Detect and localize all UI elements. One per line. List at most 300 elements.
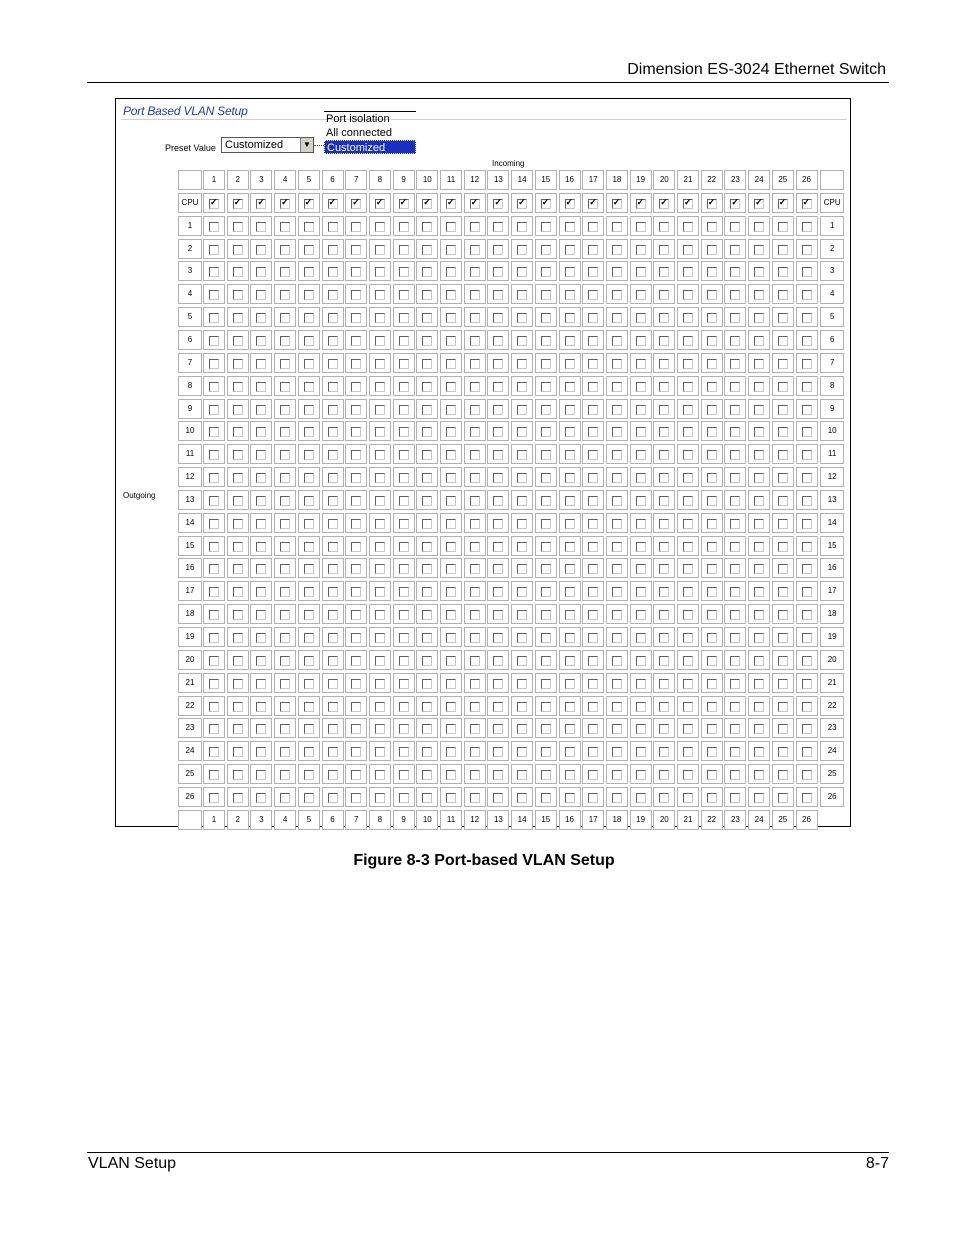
vlan-checkbox[interactable] — [659, 359, 669, 369]
vlan-checkbox[interactable] — [233, 450, 243, 460]
vlan-checkbox[interactable] — [612, 245, 622, 255]
vlan-checkbox[interactable] — [493, 587, 503, 597]
vlan-checkbox[interactable] — [636, 496, 646, 506]
vlan-checkbox[interactable] — [707, 519, 717, 529]
vlan-checkbox[interactable] — [351, 450, 361, 460]
vlan-checkbox[interactable] — [565, 724, 575, 734]
vlan-checkbox[interactable] — [375, 747, 385, 757]
vlan-checkbox[interactable] — [707, 267, 717, 277]
vlan-checkbox[interactable] — [730, 793, 740, 803]
vlan-checkbox[interactable] — [280, 382, 290, 392]
vlan-checkbox[interactable] — [328, 610, 338, 620]
vlan-checkbox[interactable] — [399, 747, 409, 757]
vlan-checkbox[interactable] — [233, 679, 243, 689]
vlan-checkbox[interactable] — [209, 245, 219, 255]
vlan-checkbox[interactable] — [754, 793, 764, 803]
vlan-checkbox[interactable] — [778, 724, 788, 734]
vlan-checkbox[interactable] — [375, 633, 385, 643]
vlan-checkbox[interactable] — [730, 747, 740, 757]
vlan-checkbox[interactable] — [233, 496, 243, 506]
vlan-checkbox[interactable] — [399, 610, 409, 620]
vlan-checkbox[interactable] — [256, 747, 266, 757]
vlan-checkbox[interactable] — [470, 359, 480, 369]
vlan-checkbox[interactable] — [351, 770, 361, 780]
vlan-checkbox[interactable] — [446, 633, 456, 643]
vlan-checkbox[interactable] — [659, 427, 669, 437]
vlan-checkbox[interactable] — [659, 450, 669, 460]
vlan-checkbox[interactable] — [280, 496, 290, 506]
vlan-checkbox[interactable] — [541, 747, 551, 757]
vlan-checkbox[interactable] — [209, 724, 219, 734]
vlan-checkbox[interactable] — [707, 245, 717, 255]
vlan-checkbox[interactable] — [375, 290, 385, 300]
vlan-checkbox[interactable] — [233, 610, 243, 620]
vlan-checkbox[interactable] — [778, 222, 788, 232]
vlan-checkbox[interactable] — [683, 382, 693, 392]
vlan-checkbox[interactable] — [588, 222, 598, 232]
vlan-checkbox[interactable] — [707, 359, 717, 369]
vlan-checkbox[interactable] — [683, 473, 693, 483]
vlan-checkbox[interactable] — [280, 656, 290, 666]
vlan-checkbox[interactable] — [541, 222, 551, 232]
vlan-checkbox[interactable] — [588, 427, 598, 437]
vlan-checkbox[interactable] — [588, 196, 598, 209]
vlan-checkbox[interactable] — [422, 290, 432, 300]
vlan-checkbox[interactable] — [328, 633, 338, 643]
vlan-checkbox[interactable] — [446, 336, 456, 346]
vlan-checkbox[interactable] — [707, 473, 717, 483]
vlan-checkbox[interactable] — [541, 473, 551, 483]
vlan-checkbox[interactable] — [565, 564, 575, 574]
vlan-checkbox[interactable] — [470, 564, 480, 574]
vlan-checkbox[interactable] — [233, 542, 243, 552]
vlan-checkbox[interactable] — [588, 793, 598, 803]
vlan-checkbox[interactable] — [375, 587, 385, 597]
vlan-checkbox[interactable] — [707, 747, 717, 757]
vlan-checkbox[interactable] — [588, 610, 598, 620]
vlan-checkbox[interactable] — [683, 222, 693, 232]
vlan-checkbox[interactable] — [304, 313, 314, 323]
vlan-checkbox[interactable] — [375, 610, 385, 620]
vlan-checkbox[interactable] — [517, 450, 527, 460]
vlan-checkbox[interactable] — [351, 679, 361, 689]
vlan-checkbox[interactable] — [541, 770, 551, 780]
vlan-checkbox[interactable] — [802, 290, 812, 300]
vlan-checkbox[interactable] — [588, 473, 598, 483]
preset-value-select[interactable] — [221, 137, 314, 153]
vlan-checkbox[interactable] — [446, 564, 456, 574]
vlan-checkbox[interactable] — [399, 587, 409, 597]
vlan-checkbox[interactable] — [517, 382, 527, 392]
vlan-checkbox[interactable] — [328, 359, 338, 369]
vlan-checkbox[interactable] — [541, 679, 551, 689]
vlan-checkbox[interactable] — [470, 222, 480, 232]
vlan-checkbox[interactable] — [399, 267, 409, 277]
vlan-checkbox[interactable] — [707, 450, 717, 460]
vlan-checkbox[interactable] — [375, 724, 385, 734]
vlan-checkbox[interactable] — [707, 196, 717, 209]
vlan-checkbox[interactable] — [659, 564, 669, 574]
vlan-checkbox[interactable] — [280, 473, 290, 483]
vlan-checkbox[interactable] — [351, 196, 361, 209]
vlan-checkbox[interactable] — [375, 496, 385, 506]
vlan-checkbox[interactable] — [730, 336, 740, 346]
vlan-checkbox[interactable] — [730, 313, 740, 323]
vlan-checkbox[interactable] — [233, 724, 243, 734]
vlan-checkbox[interactable] — [233, 656, 243, 666]
vlan-checkbox[interactable] — [612, 427, 622, 437]
vlan-checkbox[interactable] — [256, 473, 266, 483]
vlan-checkbox[interactable] — [209, 770, 219, 780]
vlan-checkbox[interactable] — [375, 564, 385, 574]
vlan-checkbox[interactable] — [422, 267, 432, 277]
vlan-checkbox[interactable] — [659, 473, 669, 483]
vlan-checkbox[interactable] — [659, 633, 669, 643]
vlan-checkbox[interactable] — [636, 450, 646, 460]
vlan-checkbox[interactable] — [541, 793, 551, 803]
vlan-checkbox[interactable] — [256, 519, 266, 529]
vlan-checkbox[interactable] — [470, 473, 480, 483]
vlan-checkbox[interactable] — [470, 313, 480, 323]
vlan-checkbox[interactable] — [730, 702, 740, 712]
vlan-checkbox[interactable] — [399, 656, 409, 666]
vlan-checkbox[interactable] — [659, 656, 669, 666]
vlan-checkbox[interactable] — [351, 656, 361, 666]
vlan-checkbox[interactable] — [351, 587, 361, 597]
vlan-checkbox[interactable] — [778, 747, 788, 757]
vlan-checkbox[interactable] — [328, 564, 338, 574]
vlan-checkbox[interactable] — [422, 382, 432, 392]
vlan-checkbox[interactable] — [493, 313, 503, 323]
vlan-checkbox[interactable] — [256, 245, 266, 255]
vlan-checkbox[interactable] — [280, 222, 290, 232]
vlan-checkbox[interactable] — [802, 473, 812, 483]
vlan-checkbox[interactable] — [659, 747, 669, 757]
vlan-checkbox[interactable] — [778, 496, 788, 506]
vlan-checkbox[interactable] — [636, 290, 646, 300]
vlan-checkbox[interactable] — [659, 196, 669, 209]
vlan-checkbox[interactable] — [399, 724, 409, 734]
vlan-checkbox[interactable] — [612, 724, 622, 734]
vlan-checkbox[interactable] — [588, 245, 598, 255]
vlan-checkbox[interactable] — [493, 793, 503, 803]
vlan-checkbox[interactable] — [612, 519, 622, 529]
vlan-checkbox[interactable] — [541, 496, 551, 506]
vlan-checkbox[interactable] — [636, 405, 646, 415]
vlan-checkbox[interactable] — [754, 610, 764, 620]
vlan-checkbox[interactable] — [233, 473, 243, 483]
vlan-checkbox[interactable] — [422, 587, 432, 597]
vlan-checkbox[interactable] — [517, 656, 527, 666]
vlan-checkbox[interactable] — [493, 473, 503, 483]
vlan-checkbox[interactable] — [730, 656, 740, 666]
vlan-checkbox[interactable] — [730, 382, 740, 392]
vlan-checkbox[interactable] — [446, 724, 456, 734]
vlan-checkbox[interactable] — [470, 747, 480, 757]
vlan-checkbox[interactable] — [778, 656, 788, 666]
vlan-checkbox[interactable] — [493, 564, 503, 574]
vlan-checkbox[interactable] — [802, 245, 812, 255]
vlan-checkbox[interactable] — [754, 496, 764, 506]
vlan-checkbox[interactable] — [304, 747, 314, 757]
vlan-checkbox[interactable] — [778, 196, 788, 209]
vlan-checkbox[interactable] — [351, 610, 361, 620]
vlan-checkbox[interactable] — [422, 656, 432, 666]
vlan-checkbox[interactable] — [209, 564, 219, 574]
vlan-checkbox[interactable] — [659, 587, 669, 597]
vlan-checkbox[interactable] — [446, 405, 456, 415]
vlan-checkbox[interactable] — [233, 313, 243, 323]
vlan-checkbox[interactable] — [517, 564, 527, 574]
vlan-checkbox[interactable] — [422, 496, 432, 506]
vlan-checkbox[interactable] — [351, 245, 361, 255]
vlan-checkbox[interactable] — [328, 656, 338, 666]
vlan-checkbox[interactable] — [517, 359, 527, 369]
vlan-checkbox[interactable] — [802, 405, 812, 415]
vlan-checkbox[interactable] — [588, 290, 598, 300]
vlan-checkbox[interactable] — [730, 196, 740, 209]
vlan-checkbox[interactable] — [493, 770, 503, 780]
vlan-checkbox[interactable] — [683, 587, 693, 597]
vlan-checkbox[interactable] — [280, 564, 290, 574]
vlan-checkbox[interactable] — [280, 290, 290, 300]
vlan-checkbox[interactable] — [659, 793, 669, 803]
vlan-checkbox[interactable] — [233, 747, 243, 757]
vlan-checkbox[interactable] — [233, 427, 243, 437]
vlan-checkbox[interactable] — [517, 702, 527, 712]
vlan-checkbox[interactable] — [588, 405, 598, 415]
vlan-checkbox[interactable] — [588, 519, 598, 529]
vlan-checkbox[interactable] — [683, 747, 693, 757]
vlan-checkbox[interactable] — [256, 793, 266, 803]
vlan-checkbox[interactable] — [375, 245, 385, 255]
vlan-checkbox[interactable] — [304, 519, 314, 529]
vlan-checkbox[interactable] — [493, 679, 503, 689]
vlan-checkbox[interactable] — [256, 564, 266, 574]
vlan-checkbox[interactable] — [233, 793, 243, 803]
vlan-checkbox[interactable] — [683, 564, 693, 574]
vlan-checkbox[interactable] — [446, 702, 456, 712]
vlan-checkbox[interactable] — [707, 587, 717, 597]
vlan-checkbox[interactable] — [659, 336, 669, 346]
preset-option[interactable]: All connected — [326, 127, 393, 139]
vlan-checkbox[interactable] — [304, 359, 314, 369]
vlan-checkbox[interactable] — [778, 564, 788, 574]
vlan-checkbox[interactable] — [565, 382, 575, 392]
vlan-checkbox[interactable] — [612, 679, 622, 689]
vlan-checkbox[interactable] — [754, 245, 764, 255]
vlan-checkbox[interactable] — [636, 702, 646, 712]
vlan-checkbox[interactable] — [659, 542, 669, 552]
vlan-checkbox[interactable] — [304, 679, 314, 689]
vlan-checkbox[interactable] — [754, 405, 764, 415]
vlan-checkbox[interactable] — [375, 542, 385, 552]
vlan-checkbox[interactable] — [328, 427, 338, 437]
vlan-checkbox[interactable] — [470, 702, 480, 712]
vlan-checkbox[interactable] — [612, 336, 622, 346]
vlan-checkbox[interactable] — [280, 336, 290, 346]
vlan-checkbox[interactable] — [707, 770, 717, 780]
vlan-checkbox[interactable] — [683, 313, 693, 323]
vlan-checkbox[interactable] — [328, 245, 338, 255]
vlan-checkbox[interactable] — [399, 313, 409, 323]
vlan-checkbox[interactable] — [493, 427, 503, 437]
vlan-checkbox[interactable] — [754, 336, 764, 346]
vlan-checkbox[interactable] — [802, 724, 812, 734]
vlan-checkbox[interactable] — [233, 336, 243, 346]
vlan-checkbox[interactable] — [209, 222, 219, 232]
vlan-checkbox[interactable] — [541, 633, 551, 643]
vlan-checkbox[interactable] — [802, 450, 812, 460]
vlan-checkbox[interactable] — [209, 427, 219, 437]
vlan-checkbox[interactable] — [446, 656, 456, 666]
vlan-checkbox[interactable] — [636, 587, 646, 597]
vlan-checkbox[interactable] — [256, 427, 266, 437]
vlan-checkbox[interactable] — [778, 702, 788, 712]
vlan-checkbox[interactable] — [422, 633, 432, 643]
vlan-checkbox[interactable] — [446, 473, 456, 483]
vlan-checkbox[interactable] — [422, 542, 432, 552]
vlan-checkbox[interactable] — [636, 793, 646, 803]
vlan-checkbox[interactable] — [565, 770, 575, 780]
vlan-checkbox[interactable] — [659, 267, 669, 277]
vlan-checkbox[interactable] — [328, 336, 338, 346]
vlan-checkbox[interactable] — [636, 359, 646, 369]
vlan-checkbox[interactable] — [399, 290, 409, 300]
vlan-checkbox[interactable] — [588, 450, 598, 460]
vlan-checkbox[interactable] — [375, 656, 385, 666]
vlan-checkbox[interactable] — [233, 519, 243, 529]
vlan-checkbox[interactable] — [517, 793, 527, 803]
vlan-checkbox[interactable] — [422, 313, 432, 323]
vlan-checkbox[interactable] — [304, 245, 314, 255]
vlan-checkbox[interactable] — [802, 336, 812, 346]
vlan-checkbox[interactable] — [730, 633, 740, 643]
vlan-checkbox[interactable] — [517, 473, 527, 483]
vlan-checkbox[interactable] — [565, 405, 575, 415]
vlan-checkbox[interactable] — [280, 633, 290, 643]
vlan-checkbox[interactable] — [541, 336, 551, 346]
vlan-checkbox[interactable] — [588, 564, 598, 574]
vlan-checkbox[interactable] — [446, 245, 456, 255]
vlan-checkbox[interactable] — [280, 679, 290, 689]
vlan-checkbox[interactable] — [470, 679, 480, 689]
vlan-checkbox[interactable] — [256, 542, 266, 552]
vlan-checkbox[interactable] — [422, 519, 432, 529]
vlan-checkbox[interactable] — [351, 427, 361, 437]
vlan-checkbox[interactable] — [280, 405, 290, 415]
vlan-checkbox[interactable] — [683, 359, 693, 369]
vlan-checkbox[interactable] — [446, 770, 456, 780]
vlan-checkbox[interactable] — [541, 245, 551, 255]
vlan-checkbox[interactable] — [636, 724, 646, 734]
vlan-checkbox[interactable] — [659, 770, 669, 780]
vlan-checkbox[interactable] — [422, 770, 432, 780]
vlan-checkbox[interactable] — [659, 382, 669, 392]
vlan-checkbox[interactable] — [328, 290, 338, 300]
vlan-checkbox[interactable] — [233, 405, 243, 415]
vlan-checkbox[interactable] — [304, 405, 314, 415]
vlan-checkbox[interactable] — [422, 405, 432, 415]
vlan-checkbox[interactable] — [446, 267, 456, 277]
vlan-checkbox[interactable] — [209, 587, 219, 597]
vlan-checkbox[interactable] — [730, 450, 740, 460]
vlan-checkbox[interactable] — [422, 427, 432, 437]
vlan-checkbox[interactable] — [612, 656, 622, 666]
vlan-checkbox[interactable] — [280, 267, 290, 277]
vlan-checkbox[interactable] — [754, 290, 764, 300]
vlan-checkbox[interactable] — [802, 427, 812, 437]
vlan-checkbox[interactable] — [209, 542, 219, 552]
vlan-checkbox[interactable] — [422, 196, 432, 209]
vlan-checkbox[interactable] — [730, 427, 740, 437]
vlan-checkbox[interactable] — [446, 542, 456, 552]
vlan-checkbox[interactable] — [754, 587, 764, 597]
vlan-checkbox[interactable] — [328, 267, 338, 277]
vlan-checkbox[interactable] — [470, 724, 480, 734]
vlan-checkbox[interactable] — [209, 450, 219, 460]
vlan-checkbox[interactable] — [375, 405, 385, 415]
vlan-checkbox[interactable] — [588, 267, 598, 277]
vlan-checkbox[interactable] — [280, 427, 290, 437]
vlan-checkbox[interactable] — [659, 290, 669, 300]
vlan-checkbox[interactable] — [375, 793, 385, 803]
vlan-checkbox[interactable] — [351, 405, 361, 415]
vlan-checkbox[interactable] — [304, 633, 314, 643]
vlan-checkbox[interactable] — [754, 313, 764, 323]
vlan-checkbox[interactable] — [565, 656, 575, 666]
vlan-checkbox[interactable] — [778, 427, 788, 437]
vlan-checkbox[interactable] — [328, 679, 338, 689]
vlan-checkbox[interactable] — [233, 245, 243, 255]
vlan-checkbox[interactable] — [683, 793, 693, 803]
vlan-checkbox[interactable] — [256, 222, 266, 232]
vlan-checkbox[interactable] — [565, 679, 575, 689]
vlan-checkbox[interactable] — [612, 222, 622, 232]
vlan-checkbox[interactable] — [588, 747, 598, 757]
vlan-checkbox[interactable] — [493, 336, 503, 346]
vlan-checkbox[interactable] — [730, 405, 740, 415]
vlan-checkbox[interactable] — [422, 222, 432, 232]
vlan-checkbox[interactable] — [304, 496, 314, 506]
vlan-checkbox[interactable] — [280, 770, 290, 780]
vlan-checkbox[interactable] — [470, 450, 480, 460]
vlan-checkbox[interactable] — [612, 770, 622, 780]
vlan-checkbox[interactable] — [517, 496, 527, 506]
vlan-checkbox[interactable] — [565, 245, 575, 255]
vlan-checkbox[interactable] — [683, 679, 693, 689]
vlan-checkbox[interactable] — [612, 359, 622, 369]
vlan-checkbox[interactable] — [280, 313, 290, 323]
vlan-checkbox[interactable] — [565, 222, 575, 232]
vlan-checkbox[interactable] — [399, 405, 409, 415]
vlan-checkbox[interactable] — [493, 496, 503, 506]
vlan-checkbox[interactable] — [802, 267, 812, 277]
vlan-checkbox[interactable] — [754, 633, 764, 643]
vlan-checkbox[interactable] — [707, 793, 717, 803]
vlan-checkbox[interactable] — [565, 473, 575, 483]
vlan-checkbox[interactable] — [422, 245, 432, 255]
vlan-checkbox[interactable] — [470, 656, 480, 666]
vlan-checkbox[interactable] — [754, 656, 764, 666]
vlan-checkbox[interactable] — [612, 405, 622, 415]
vlan-checkbox[interactable] — [470, 587, 480, 597]
vlan-checkbox[interactable] — [446, 610, 456, 620]
vlan-checkbox[interactable] — [541, 382, 551, 392]
vlan-checkbox[interactable] — [375, 770, 385, 780]
vlan-checkbox[interactable] — [565, 427, 575, 437]
vlan-checkbox[interactable] — [304, 724, 314, 734]
